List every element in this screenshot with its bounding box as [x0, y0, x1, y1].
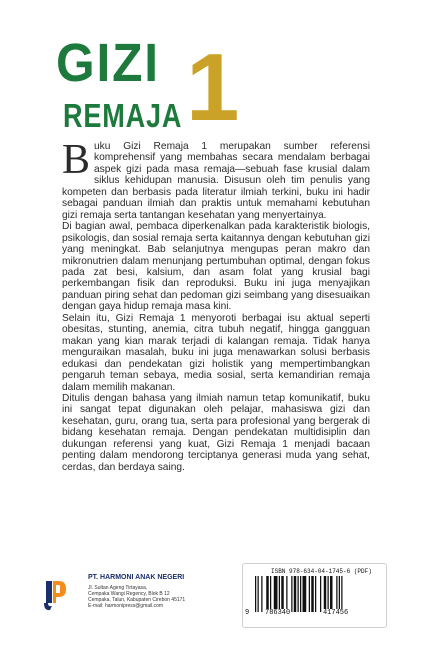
barcode-panel — [242, 563, 387, 628]
paragraph-4: Ditulis dengan bahasa yang ilmiah namun tetap komunikatif, buku ini sangat tepat digunakan oleh pelajar, mahasiswa gizi dan kesehatan, guru, orang tua, serta para profesional yang bergerak di bidang kesehatan remaja. Dengan pendekatan multidisiplin dan dukungan referensi yang kuat, Gizi Remaja 1 menjadi bacaan penting dalam mendorong terciptanya generasi muda yang sehat, cerdas, dan berdaya saing. — [62, 392, 370, 473]
paragraph-1-text: uku Gizi Remaja 1 merupakan sumber referensi komprehensif yang membahas secara mendalam berbagai aspek gizi pada masa remaja—sebuah fase krusial dalam siklus kehidupan manusia. Disusun oleh tim penulis yang kompeten dan berbasis pada literatur ilmiah terkini, buku ini hadir sebagai panduan ilmiah dan praktis untuk memahami kebutuhan gizi remaja serta tantangan kesehatan yang menyertainya. — [62, 141, 370, 221]
paragraph-2: Di bagian awal, pembaca diperkenalkan pada karakteristik biologis, psikologis, dan sosial remaja serta kaitannya dengan kebutuhan gizi yang meningkat. Bab selanjutnya mengupas peran makro dan mikronutrien dalam menunjang pertumbuhan optimal, dengan fokus pada zat besi, kalsium, dan asam folat yang krusial bagi perkembangan fisik dan reproduksi. Buku ini juga menyajikan panduan piring sehat dan pedoman gizi seimbang yang disesuaikan dengan gaya hidup remaja masa kini. — [62, 221, 370, 313]
volume-number: 1 — [186, 34, 240, 141]
title-remaja: REMAJA — [63, 97, 183, 134]
paragraph-1 — [62, 137, 370, 221]
publisher-email: E-mail: harmonipress@gmail.com — [88, 603, 164, 609]
paragraph-3: Selain itu, Gizi Remaja 1 menyoroti berbagai isu aktual seperti obesitas, stunting, anemia, citra tubuh negatif, hingga gangguan makan yang kian marak terjadi di kalangan remaja. Tidak hanya menguraikan masalah, buku ini juga menawarkan solusi berbasis edukasi dan pendekatan gizi holistik yang mempertimbangkan pengaruh teman sebaya, media sosial, serta kemandirian remaja dalam memilih makanan. — [62, 312, 370, 393]
barcode-digits-right: 417456 — [323, 609, 349, 617]
isbn-text: ISBN 978-634-04-1745-6 (PDF) — [271, 568, 372, 575]
title-gizi: GIZI — [56, 33, 160, 93]
publisher-name: PT. HARMONI ANAK NEGERI — [88, 574, 185, 581]
drop-cap: B — [62, 137, 91, 183]
publisher-address-1: Jl. Sultan Ageng Tirtayasa, — [88, 585, 148, 591]
barcode-digits-left: 786340 — [265, 609, 291, 617]
publisher-logo-icon — [44, 578, 66, 612]
synopsis — [62, 137, 370, 473]
barcode-digit-first: 9 — [245, 609, 250, 617]
publisher-address-3: Cempaka, Talun, Kabupaten Cirebon 45171 — [88, 597, 186, 603]
publisher-address-2: Cempaka Wangi Regency, Blok B 12 — [88, 591, 170, 597]
